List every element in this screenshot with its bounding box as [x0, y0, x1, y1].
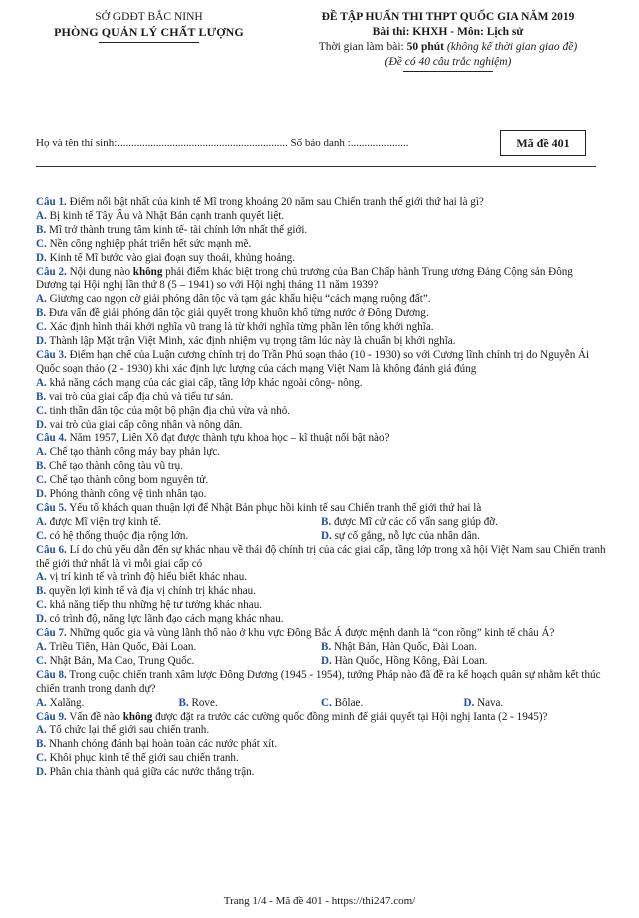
option-key: D.: [36, 418, 47, 431]
answer-option: [36, 599, 606, 613]
option-key: C.: [36, 404, 47, 417]
option-text: vị trí kinh tế và trình độ hiểu biết khác nhau.: [46, 571, 248, 584]
option-key: D.: [321, 654, 332, 667]
option-key: C.: [321, 696, 332, 709]
option-key: D.: [36, 766, 47, 779]
option-text: Đưa vấn đề giải phóng dân tộc giải quyết trong khuôn khổ từng nước ở Đông Dương.: [46, 307, 429, 320]
answer-option: [36, 571, 606, 585]
answer-option: [36, 474, 606, 488]
answer-option: [36, 585, 606, 599]
option-key: B.: [36, 223, 47, 236]
answer-option: [321, 641, 606, 655]
option-text: Chế tạo thành công tàu vũ trụ.: [46, 460, 183, 473]
candidate-info-line: Họ và tên thí sinh:.............................................................. Số báo danh :.....................: [36, 137, 409, 149]
option-text: Kinh tế Mĩ bước vào giai đoạn suy thoái, khủng hoảng.: [46, 251, 295, 264]
option-text: Hàn Quốc, Hồng Kông, Đài Loan.: [331, 654, 488, 667]
exam-title: ĐỀ TẬP HUẤN THI THPT QUỐC GIA NĂM 2019: [321, 11, 575, 23]
answer-option: [36, 697, 179, 711]
option-text: Nhật Bản, Hàn Quốc, Đài Loan.: [331, 641, 477, 653]
option-key: B.: [321, 515, 332, 528]
option-text: Chế tạo thành công bom nguyên tử.: [46, 474, 209, 487]
option-key: A.: [36, 641, 47, 653]
question-number: Câu 3.: [36, 348, 67, 361]
exam-code-box: Mã đề 401: [500, 130, 586, 156]
question-stem: [36, 711, 606, 725]
option-text: vai trò của giai cấp địa chủ và tiểu tư sản.: [46, 390, 234, 403]
question-text: Trong cuộc chiến tranh xâm lược Đông Dương (1945 - 1954), tướng Pháp nào đã đề ra kế hoạch quân sự nhằm kết thúc chiến tranh trong danh dự?: [36, 668, 601, 695]
option-key: A.: [36, 376, 47, 389]
question-emphasis: không: [132, 265, 163, 278]
option-text: Tổ chức lại thế giới sau chiến tranh.: [46, 724, 210, 737]
options-row: [36, 697, 606, 711]
question-number: Câu 6.: [36, 543, 67, 556]
question-stem: [36, 669, 606, 697]
answer-option: [36, 321, 606, 335]
option-text: Thành lập Mặt trận Việt Minh, xác định nhiệm vụ trọng tâm lúc này là chuẩn bị khởi nghĩa.: [46, 335, 456, 348]
exam-title-block: [268, 10, 628, 72]
question-stem: [36, 627, 606, 641]
option-key: C.: [36, 237, 47, 250]
answer-option: [36, 613, 606, 627]
option-text: Chế tạo thành công máy bay phản lực.: [46, 446, 221, 459]
option-key: B.: [36, 390, 47, 403]
answer-option: [36, 405, 606, 419]
question-text: Nội dung nào: [66, 265, 133, 278]
option-text: có trình độ, năng lực lãnh đạo cách mạng khác nhau.: [46, 613, 284, 626]
option-key: A.: [36, 293, 47, 306]
option-text: Bôlae.: [331, 696, 364, 709]
option-text: Khôi phục kinh tế thế giới sau chiến tranh.: [46, 752, 239, 765]
option-key: D.: [36, 251, 47, 264]
option-text: Giương cao ngọn cờ giải phóng dân tộc và tạm gác khẩu hiệu “cách mạng ruộng đất”.: [46, 293, 431, 306]
option-text: tinh thần dân tộc của một bộ phận địa chủ vừa và nhỏ.: [46, 404, 291, 417]
question-text-cont: được đặt ra trước các cường quốc đồng minh để giải quyết tại Hội nghị Ianta (2 - 1945)?: [152, 710, 548, 723]
option-key: D.: [463, 696, 475, 709]
option-key: A.: [36, 724, 47, 737]
answer-option: [36, 655, 321, 669]
question-stem: [36, 266, 606, 294]
header-divider: [36, 166, 596, 167]
question-number: Câu 2.: [36, 265, 67, 278]
answer-option: [36, 377, 606, 391]
option-key: B.: [321, 641, 332, 653]
options-row: [36, 530, 606, 544]
exam-subject: Bài thi: KHXH - Môn: Lịch sử: [372, 26, 524, 38]
option-text: Nhật Bản, Ma Cao, Trung Quốc.: [46, 654, 195, 667]
option-text: Xác định hình thái khởi nghĩa vũ trang là từ khởi nghĩa từng phần lên tổng khởi nghĩa.: [46, 321, 434, 334]
answer-option: [464, 697, 607, 711]
question-number: Câu 9.: [36, 710, 67, 723]
answer-option: [36, 446, 606, 460]
question-stem: [36, 544, 606, 572]
answer-option: [36, 516, 321, 530]
answer-option: [36, 293, 606, 307]
department-name: SỞ GDĐT BẮC NINH: [95, 11, 203, 23]
option-key: D.: [36, 335, 47, 348]
option-key: C.: [36, 599, 47, 612]
title-underline: [403, 71, 493, 72]
option-text: Nhanh chóng đánh bại hoàn toàn các nước phát xít.: [46, 738, 278, 751]
options-row: [36, 516, 606, 530]
option-text: được Mĩ viện trợ kinh tế.: [46, 515, 161, 528]
option-key: A.: [36, 209, 47, 222]
option-key: C.: [36, 529, 47, 542]
question-text: Những quốc gia và vùng lãnh thổ nào ở khu vực Đông Bắc Á được mệnh danh là “con rồng” kinh tế châu Á?: [66, 627, 555, 640]
option-key: A.: [36, 515, 47, 528]
question-stem: [36, 349, 606, 377]
option-text: Phóng thành công vệ tinh nhân tạo.: [46, 488, 207, 501]
option-key: D.: [36, 488, 47, 501]
question-count: (Đề có 40 câu trắc nghiệm): [384, 56, 512, 68]
answer-option: [321, 516, 606, 530]
answer-option: [36, 307, 606, 321]
option-key: B.: [178, 696, 189, 709]
option-key: B.: [36, 307, 47, 320]
option-text: Triều Tiên, Hàn Quốc, Đài Loan.: [46, 641, 197, 653]
answer-option: [321, 697, 464, 711]
question-text: Vấn đề nào: [66, 710, 123, 723]
option-text: Xalăng.: [46, 696, 85, 709]
answer-option: [36, 641, 321, 655]
question-stem: [36, 502, 606, 516]
option-key: C.: [36, 474, 47, 487]
exam-time: Thời gian làm bài: 50 phút (không kể thời gian giao đề): [318, 41, 578, 53]
option-text: Rove.: [188, 696, 218, 709]
option-text: Mĩ trở thành trung tâm kinh tế- tài chính lớn nhất thế giới.: [46, 223, 308, 236]
option-key: A.: [36, 446, 47, 459]
option-text: vai trò của giai cấp công nhân và nông dân.: [46, 418, 243, 431]
question-number: Câu 8.: [36, 668, 67, 681]
option-key: C.: [36, 321, 47, 334]
question-list: [36, 196, 606, 780]
answer-option: [36, 391, 606, 405]
option-text: Phân chia thành quả giữa các nước thắng trận.: [46, 766, 255, 779]
option-text: quyền lợi kinh tế và địa vị chính trị khác nhau.: [46, 585, 257, 598]
question-text: Điểm hạn chế của Luận cương chính trị do Trần Phú soạn thảo (10 - 1930) so với Cương lĩnh chính trị do Nguyễn Ái Quốc soạn thảo (2 - 1930) khi xác định lực lượng của cách mạng Việt Nam là không đánh giá đúng: [36, 348, 590, 375]
answer-option: [36, 238, 606, 252]
options-row: [36, 641, 606, 655]
answer-option: [36, 766, 606, 780]
question-stem: [36, 196, 606, 210]
answer-option: [36, 419, 606, 433]
option-text: Nava.: [474, 696, 504, 709]
answer-option: [321, 530, 606, 544]
option-key: B.: [36, 738, 47, 751]
answer-option: [36, 252, 606, 266]
question-text: Năm 1957, Liên Xô đạt được thành tựu khoa học – kĩ thuật nổi bật nào?: [66, 432, 390, 445]
question-text: Yếu tố khách quan thuận lợi để Nhật Bản phục hồi kinh tế sau Chiến tranh thế giới thứ hai là: [66, 501, 482, 514]
question-number: Câu 5.: [36, 501, 67, 514]
answer-option: [36, 224, 606, 238]
answer-option: [36, 530, 321, 544]
option-key: A.: [36, 696, 47, 709]
options-row: [36, 655, 606, 669]
page-footer: Trang 1/4 - Mã đề 401 - https://thi247.com/: [223, 895, 416, 907]
option-text: Bị kinh tế Tây Âu và Nhật Bản cạnh tranh quyết liệt.: [46, 209, 285, 222]
question-text-cont: phải điểm khác biệt trong chủ trương của Ban Chấp hành Trung ương Đảng Cộng sản Đông Dương tại Hội nghị lần thứ 8 (5 – 1941) so với Hội nghị tháng 11 năm 1939?: [36, 265, 573, 292]
answer-option: [179, 697, 322, 711]
question-emphasis: không: [122, 710, 153, 723]
question-text: Điểm nổi bật nhất của kinh tế Mĩ trong khoảng 20 năm sau Chiến tranh thế giới thứ hai là gì?: [66, 196, 484, 208]
answer-option: [36, 335, 606, 349]
question-text: Lí do chủ yếu dẫn đến sự khác nhau về thái độ chính trị của các giai cấp, tầng lớp trong xã hội Việt Nam sau Chiến tranh thế giới thứ nhất là vì mỗi giai cấp có: [36, 543, 606, 570]
option-text: có hệ thống thuộc địa rộng lớn.: [46, 529, 189, 542]
option-text: sự cố gắng, nỗ lực của nhân dân.: [331, 529, 480, 542]
question-stem: [36, 432, 606, 446]
issuer-block: [18, 10, 280, 43]
option-text: Nền công nghiệp phát triển hết sức mạnh mẽ.: [46, 237, 252, 250]
option-key: A.: [36, 571, 47, 584]
answer-option: [36, 724, 606, 738]
question-number: Câu 1.: [36, 196, 67, 208]
answer-option: [36, 488, 606, 502]
option-key: C.: [36, 654, 47, 667]
office-name: PHÒNG QUẢN LÝ CHẤT LƯỢNG: [54, 25, 244, 39]
option-text: khả năng tiếp thu những hệ tư tưởng khác nhau.: [46, 599, 263, 612]
option-key: B.: [36, 460, 47, 473]
answer-option: [36, 210, 606, 224]
answer-option: [321, 655, 606, 669]
option-key: C.: [36, 752, 47, 765]
question-number: Câu 7.: [36, 627, 67, 640]
option-text: được Mĩ cử các cố vấn sang giúp đỡ.: [331, 515, 498, 528]
answer-option: [36, 460, 606, 474]
option-key: D.: [36, 613, 47, 626]
option-text: khả năng cách mạng của các giai cấp, tầng lớp khác ngoài công- nông.: [46, 376, 363, 389]
answer-option: [36, 752, 606, 766]
option-key: B.: [36, 585, 47, 598]
issuer-underline: [99, 42, 199, 43]
answer-option: [36, 738, 606, 752]
question-number: Câu 4.: [36, 432, 67, 445]
option-key: D.: [321, 529, 332, 542]
